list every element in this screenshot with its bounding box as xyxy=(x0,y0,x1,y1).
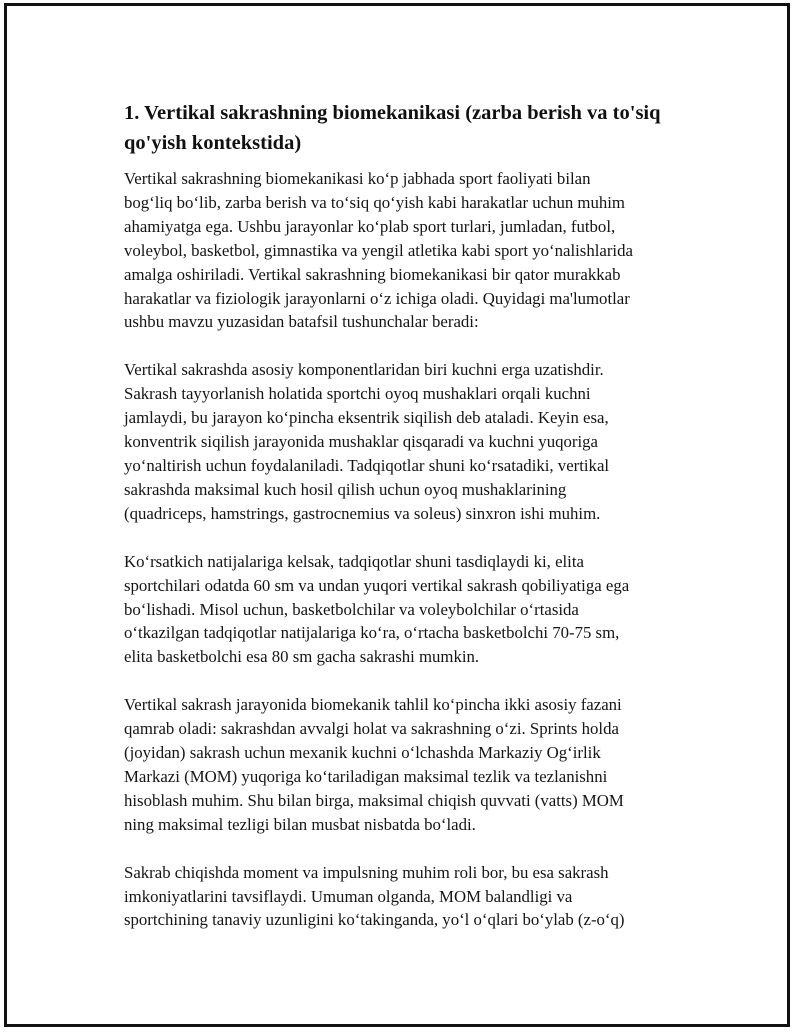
text-line: qamrab oladi: sakrashdan avvalgi holat va sakrashning oʻzi. Sprints holda xyxy=(124,719,619,739)
text-line: yoʻnaltirish uchun foydalaniladi. Tadqiqotlar shuni koʻrsatadiki, vertikal xyxy=(124,455,610,475)
text-line: harakatlar va fiziologik jarayonlarni oʻz ichiga oladi. Quyidagi ma'lumotlar xyxy=(124,288,630,308)
text-line: hisoblash muhim. Shu bilan birga, maksimal chiqish quvvati (vatts) MOM xyxy=(124,790,624,810)
text-line: Koʻrsatkich natijalariga kelsak, tadqiqotlar shuni tasdiqlaydi ki, elita xyxy=(124,551,584,571)
text-line: sportchining tanaviy uzunligini koʻtakinganda, yoʻl oʻqlari boʻylab (z-oʻq) xyxy=(124,910,625,930)
text-line: Vertikal sakrashda asosiy komponentlaridan biri kuchni erga uzatishdir. xyxy=(124,360,604,380)
text-line: konventrik siqilish jarayonida mushaklar qisqaradi va kuchni yuqoriga xyxy=(124,432,598,452)
text-line: amalga oshiriladi. Vertikal sakrashning biomekanikasi bir qator murakkab xyxy=(124,264,621,284)
text-line: ning maksimal tezligi bilan musbat nisbatda boʻladi. xyxy=(124,814,476,834)
text-line: imkoniyatlarini tavsiflaydi. Umuman olganda, MOM balandligi va xyxy=(124,886,573,906)
text-line: ushbu mavzu yuzasidan batafsil tushunchalar beradi: xyxy=(124,312,479,332)
paragraph-force-transfer xyxy=(124,358,704,525)
text-line: (quadriceps, hamstrings, gastrocnemius va soleus) sinxron ishi muhim. xyxy=(124,503,601,523)
text-line: bogʻliq boʻlib, zarba berish va toʻsiq qoʻyish kabi harakatlar uchun muhim xyxy=(124,192,625,212)
section-heading xyxy=(124,98,704,158)
text-line: Markazi (MOM) yuqoriga koʻtariladigan maksimal tezlik va tezlanishni xyxy=(124,766,608,786)
page-frame xyxy=(4,3,790,1027)
text-line: boʻlishadi. Misol uchun, basketbolchilar va voleybolchilar oʻrtasida xyxy=(124,599,579,619)
heading-line: qo'yish kontekstida) xyxy=(124,132,302,154)
paragraph-results xyxy=(124,550,704,670)
text-line: jamlaydi, bu jarayon koʻpincha eksentrik siqilish deb ataladi. Keyin esa, xyxy=(124,408,609,428)
paragraph-phases xyxy=(124,693,704,836)
text-line: sportchilari odatda 60 sm va undan yuqori vertikal sakrash qobiliyatiga ega xyxy=(124,575,630,595)
text-line: (joyidan) sakrash uchun mexanik kuchni oʻlchashda Markaziy Ogʻirlik xyxy=(124,743,601,763)
text-line: sakrashda maksimal kuch hosil qilish uchun oyoq mushaklarining xyxy=(124,479,567,499)
paragraph-intro xyxy=(124,167,704,334)
text-line: Vertikal sakrash jarayonida biomekanik tahlil koʻpincha ikki asosiy fazani xyxy=(124,695,622,715)
text-line: oʻtkazilgan tadqiqotlar natijalariga koʻra, oʻrtacha basketbolchi 70-75 sm, xyxy=(124,623,620,643)
text-line: Sakrab chiqishda moment va impulsning muhim roli bor, bu esa sakrash xyxy=(124,862,609,882)
text-line: Sakrash tayyorlanish holatida sportchi oyoq mushaklari orqali kuchni xyxy=(124,384,591,404)
text-line: Vertikal sakrashning biomekanikasi koʻp jabhada sport faoliyati bilan xyxy=(124,169,591,188)
paragraph-momentum xyxy=(124,861,704,933)
text-line: ahamiyatga ega. Ushbu jarayonlar koʻplab sport turlari, jumladan, futbol, xyxy=(124,216,616,236)
text-line: elita basketbolchi esa 80 sm gacha sakrashi mumkin. xyxy=(124,647,480,667)
heading-line: 1. Vertikal sakrashning biomekanikasi (zarba berish va to'siq xyxy=(124,102,661,124)
document-body xyxy=(124,98,704,956)
text-line: voleybol, basketbol, gimnastika va yengil atletika kabi sport yoʻnalishlarida xyxy=(124,240,633,260)
